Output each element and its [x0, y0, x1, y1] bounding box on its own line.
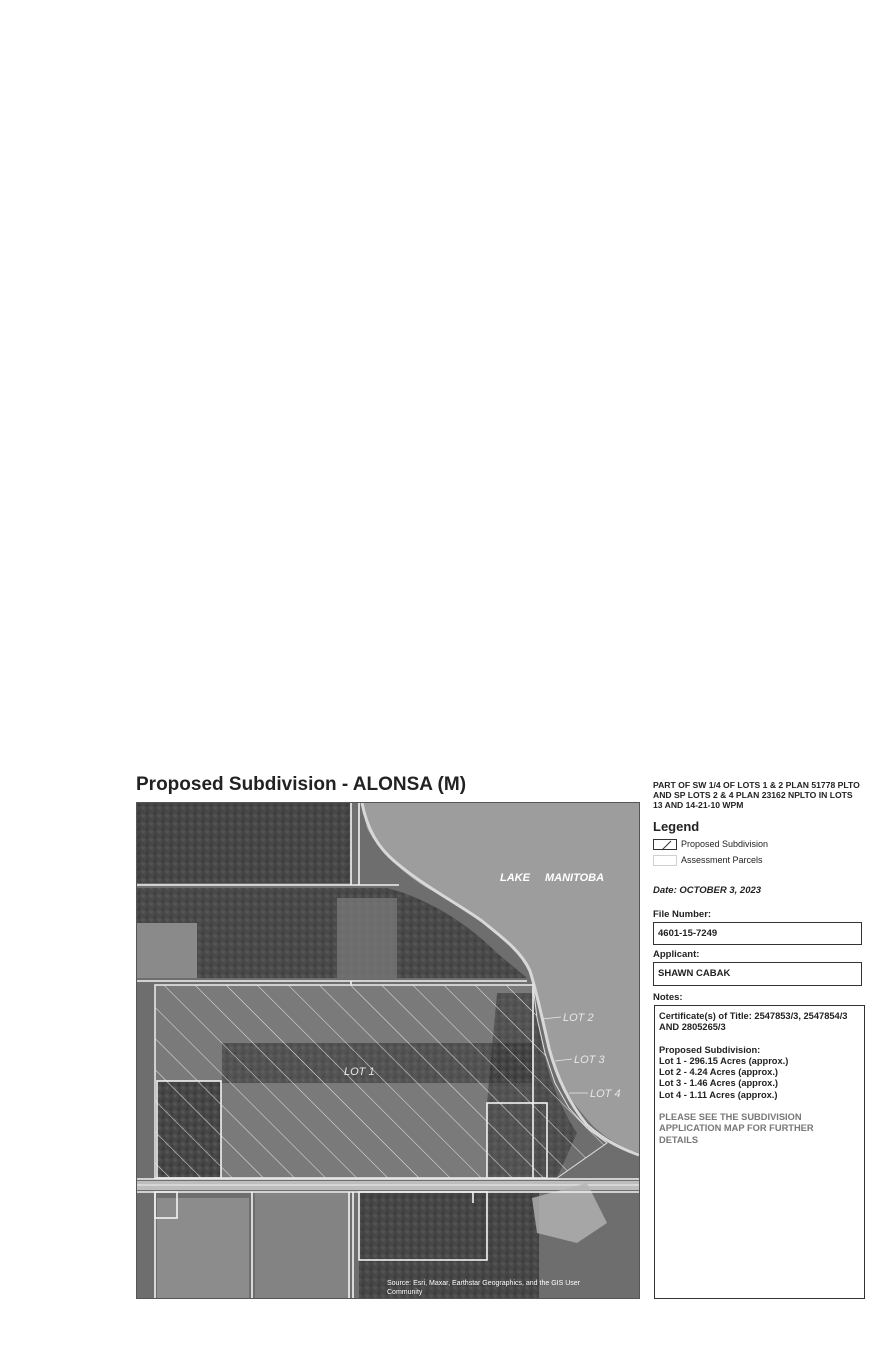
proposed-subdivision-heading: Proposed Subdivision: — [659, 1044, 761, 1055]
lot-acreage: Lot 3 - 1.46 Acres (approx.) — [659, 1078, 778, 1089]
see-application-note-line: PLEASE SEE THE SUBDIVISION — [659, 1112, 802, 1123]
lot-2-label: LOT 2 — [563, 1012, 594, 1024]
applicant-value: SHAWN CABAK — [658, 968, 731, 979]
applicant-field — [653, 962, 862, 986]
lot-1-label: LOT 1 — [344, 1066, 375, 1078]
legend-item-label: Proposed Subdivision — [681, 839, 769, 849]
legend-item-label: Assessment Parcels — [681, 855, 763, 865]
lot-4-label: LOT 4 — [590, 1088, 621, 1100]
lake-label-2: MANITOBA — [545, 872, 605, 884]
certificate-of-title: Certificate(s) of Title: 2547853/3, 2547854/3 — [659, 1011, 848, 1021]
legal-description — [653, 780, 865, 810]
certificate-of-title-cont: AND 2805265/3 — [659, 1022, 726, 1033]
parcel-outline-swatch-icon — [653, 855, 677, 866]
lot-acreage: Lot 2 - 4.24 Acres (approx.) — [659, 1067, 778, 1078]
see-application-note-line: APPLICATION MAP FOR FURTHER — [659, 1123, 814, 1134]
field-mid — [137, 923, 197, 978]
see-application-note — [659, 1112, 860, 1146]
file-number-label: File Number: — [653, 909, 712, 920]
file-number-value: 4601-15-7249 — [658, 928, 718, 939]
file-number-field — [653, 922, 862, 945]
map-attribution: Source: Esri, Maxar, Earthstar Geographics, and the GIS User — [387, 1280, 580, 1287]
forest-north — [137, 803, 351, 883]
legal-description-line: 13 AND 14-21-10 WPM — [653, 800, 744, 810]
aerial-map[interactable] — [136, 802, 640, 1299]
lake-label: LAKE — [500, 872, 530, 884]
notes-label: Notes: — [653, 992, 683, 1003]
south-field-1 — [157, 1198, 249, 1298]
field-mid-2 — [337, 898, 397, 978]
lot-3-label: LOT 3 — [574, 1054, 605, 1066]
lot-acreage: Lot 4 - 1.11 Acres (approx.) — [659, 1089, 778, 1100]
lot-acreage: Lot 1 - 296.15 Acres (approx.) — [659, 1055, 789, 1066]
legal-description-line: PART OF SW 1/4 OF LOTS 1 & 2 PLAN 51778 PLTO — [653, 780, 860, 790]
map-canvas — [137, 803, 639, 1298]
map-date: Date: OCTOBER 3, 2023 — [653, 885, 762, 896]
hatched-polygon-swatch-icon — [653, 839, 677, 850]
notes-box — [654, 1005, 865, 1299]
see-application-note-line: DETAILS — [659, 1134, 699, 1145]
legend-title: Legend — [653, 819, 700, 834]
legal-description-line: AND SP LOTS 2 & 4 PLAN 23162 NPLTO IN LOTS — [653, 790, 853, 800]
map-title: Proposed Subdivision - ALONSA (M) — [136, 774, 467, 795]
applicant-label: Applicant: — [653, 949, 700, 960]
map-attribution-2: Community — [387, 1289, 423, 1296]
south-field-2 — [255, 1193, 350, 1298]
